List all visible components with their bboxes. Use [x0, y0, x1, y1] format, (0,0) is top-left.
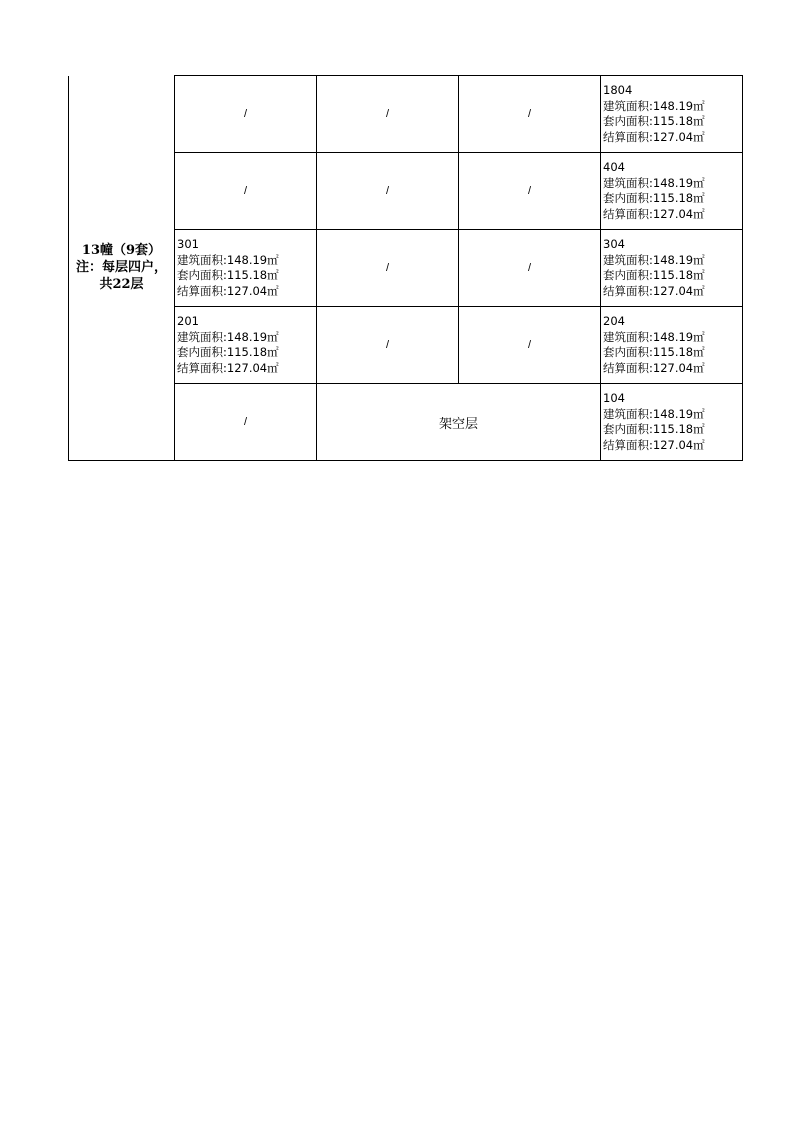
empty-cell: / [317, 307, 459, 384]
settle-area: 结算面积:127.04㎡ [603, 360, 705, 375]
empty-cell: / [459, 307, 601, 384]
unit-cell-304 [601, 230, 743, 307]
table-row [69, 76, 743, 153]
unit-cell-301 [175, 230, 317, 307]
unit-number: 301 [177, 237, 199, 251]
unit-number: 404 [603, 160, 625, 174]
empty-cell: / [175, 76, 317, 153]
unit-cell-204 [601, 307, 743, 384]
unit-number: 1804 [603, 83, 633, 97]
empty-cell: / [459, 153, 601, 230]
inner-area: 套内面积:115.18㎡ [603, 268, 705, 282]
settle-area: 结算面积:127.04㎡ [177, 283, 279, 298]
empty-cell: / [175, 384, 317, 461]
build-area: 建筑面积:148.19㎡ [177, 252, 279, 267]
inner-area: 套内面积:115.18㎡ [603, 422, 705, 436]
empty-cell: / [317, 76, 459, 153]
stilt-floor-cell: 架空层 [317, 384, 601, 461]
build-area: 建筑面积:148.19㎡ [603, 252, 705, 267]
build-area: 建筑面积:148.19㎡ [603, 175, 705, 190]
unit-cell-201 [175, 307, 317, 384]
building-title: 13幢（9套） [81, 243, 162, 259]
settle-area: 结算面积:127.04㎡ [603, 206, 705, 221]
unit-number: 201 [177, 314, 199, 328]
unit-cell-104 [601, 384, 743, 461]
inner-area: 套内面积:115.18㎡ [177, 345, 279, 359]
unit-cell-404 [601, 153, 743, 230]
empty-cell: / [459, 76, 601, 153]
empty-cell: / [317, 230, 459, 307]
empty-cell: / [175, 153, 317, 230]
inner-area: 套内面积:115.18㎡ [603, 191, 705, 205]
build-area: 建筑面积:148.19㎡ [603, 329, 705, 344]
building-floors: 共22层 [99, 277, 144, 293]
building-cell [69, 76, 175, 461]
unit-table [68, 75, 743, 461]
build-area: 建筑面积:148.19㎡ [177, 329, 279, 344]
build-area: 建筑面积:148.19㎡ [603, 98, 705, 113]
empty-cell: / [459, 230, 601, 307]
settle-area: 结算面积:127.04㎡ [603, 437, 705, 452]
build-area: 建筑面积:148.19㎡ [603, 406, 705, 421]
unit-number: 304 [603, 237, 625, 251]
unit-cell-1804 [601, 76, 743, 153]
unit-number: 204 [603, 314, 625, 328]
inner-area: 套内面积:115.18㎡ [603, 114, 705, 128]
inner-area: 套内面积:115.18㎡ [177, 268, 279, 282]
settle-area: 结算面积:127.04㎡ [177, 360, 279, 375]
empty-cell: / [317, 153, 459, 230]
building-note: 注：每层四户， [75, 260, 167, 276]
settle-area: 结算面积:127.04㎡ [603, 129, 705, 144]
settle-area: 结算面积:127.04㎡ [603, 283, 705, 298]
unit-number: 104 [603, 391, 625, 405]
inner-area: 套内面积:115.18㎡ [603, 345, 705, 359]
